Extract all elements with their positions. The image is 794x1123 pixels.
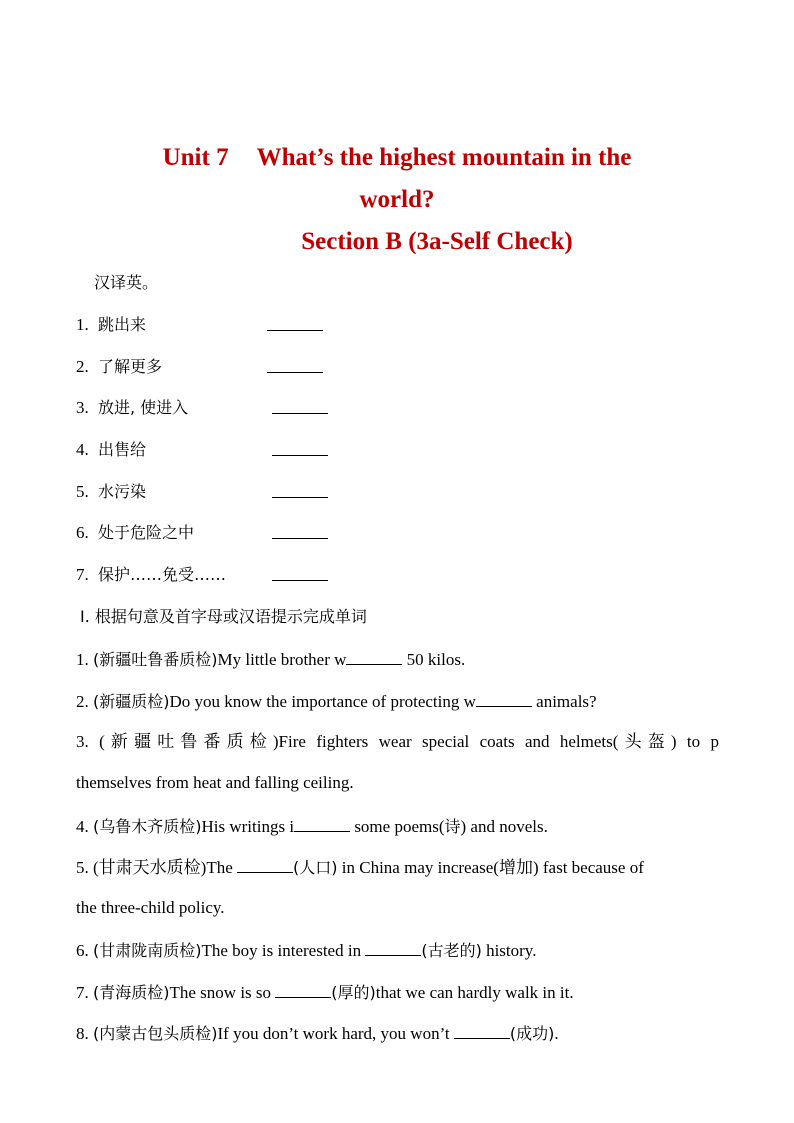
title-line-1 xyxy=(0,143,794,173)
vocab-item-3 xyxy=(76,397,188,419)
title-question-part1: What’s the highest mountain in the xyxy=(256,144,632,171)
unit-label: Unit 7 xyxy=(162,144,229,171)
question-source: (新疆质检) xyxy=(93,692,170,711)
answer-blank[interactable] xyxy=(275,981,331,998)
question-2 xyxy=(76,690,597,713)
question-text: that we can hardly walk in it. xyxy=(375,983,574,1002)
section1-heading: Ⅰ. 根据句意及首字母或汉语提示完成单词 xyxy=(80,607,367,626)
vocab-item-number: 7. xyxy=(76,565,89,584)
question-text: The boy is interested in xyxy=(201,941,366,960)
question-text: some poems( xyxy=(350,817,445,836)
question-4 xyxy=(76,815,548,838)
answer-blank[interactable] xyxy=(454,1022,510,1039)
question-hint: (成功) xyxy=(509,1024,555,1043)
answer-blank[interactable] xyxy=(476,690,532,707)
question-text: . xyxy=(554,1024,559,1043)
vocab-item-text: 跳出来 xyxy=(98,315,147,334)
question-number: 8. xyxy=(76,1024,89,1043)
vocab-item-number: 2. xyxy=(76,357,89,376)
vocab-item-number: 3. xyxy=(76,398,89,417)
question-3-line-2: themselves from heat and falling ceiling. xyxy=(76,773,354,792)
question-text: Do you know the importance of protecting w xyxy=(169,692,476,711)
question-text: ) and novels. xyxy=(460,817,548,836)
vocab-item-text: 了解更多 xyxy=(98,357,163,376)
answer-blank[interactable] xyxy=(272,481,328,498)
question-number: 6. xyxy=(76,941,89,960)
question-1 xyxy=(76,648,465,671)
answer-blank[interactable] xyxy=(272,439,328,456)
vocab-item-5 xyxy=(76,481,146,503)
question-text: history. xyxy=(481,941,537,960)
vocab-item-7 xyxy=(76,564,226,586)
question-number: 2. xyxy=(76,692,89,711)
question-5-line-1 xyxy=(76,856,719,879)
vocab-item-4 xyxy=(76,439,146,461)
answer-blank[interactable] xyxy=(237,856,293,873)
section-title: Section B (3a-Self Check) xyxy=(301,228,573,255)
answer-blank[interactable] xyxy=(272,397,328,414)
answer-blank[interactable] xyxy=(267,356,323,373)
vocab-item-number: 6. xyxy=(76,523,89,542)
title-question-part2: world? xyxy=(359,186,435,213)
answer-blank[interactable] xyxy=(365,939,421,956)
answer-blank[interactable] xyxy=(294,815,350,832)
vocab-heading: 汉译英。 xyxy=(94,273,159,292)
question-hint: (人口) xyxy=(293,858,338,877)
question-text: His writings i xyxy=(201,817,295,836)
answer-blank[interactable] xyxy=(267,314,323,331)
question-hint: (古老的) xyxy=(421,941,482,960)
question-text: My little brother w xyxy=(217,650,347,669)
question-text: 50 kilos. xyxy=(402,650,466,669)
vocab-item-text: 放进, 使进入 xyxy=(98,398,189,417)
question-7 xyxy=(76,981,574,1004)
question-text: in China may increase(增加) fast because of xyxy=(337,858,644,877)
vocab-item-number: 5. xyxy=(76,482,89,501)
question-text: 5. (甘肃天水质检)The xyxy=(76,858,238,877)
question-number: 4. xyxy=(76,817,89,836)
question-number: 1. xyxy=(76,650,89,669)
question-source: (新疆吐鲁番质检) xyxy=(93,650,218,669)
question-text: animals? xyxy=(531,692,597,711)
question-source: (甘肃陇南质检) xyxy=(93,941,202,960)
vocab-item-text: 水污染 xyxy=(98,482,147,501)
vocab-item-1 xyxy=(76,314,146,336)
question-hint: 诗 xyxy=(444,817,461,836)
vocab-item-number: 4. xyxy=(76,440,89,459)
vocab-item-text: 处于危险之中 xyxy=(98,523,195,542)
vocab-item-text: 出售给 xyxy=(98,440,147,459)
question-8 xyxy=(76,1022,559,1045)
question-number: 7. xyxy=(76,983,89,1002)
vocab-item-6 xyxy=(76,522,194,544)
question-5-line-2: the three-child policy. xyxy=(76,898,225,917)
answer-blank[interactable] xyxy=(272,522,328,539)
question-source: (内蒙古包头质检) xyxy=(93,1024,218,1043)
question-source: (乌鲁木齐质检) xyxy=(93,817,202,836)
question-text: If you don’t work hard, you won’t xyxy=(217,1024,454,1043)
answer-blank[interactable] xyxy=(346,648,402,665)
question-source: (青海质检) xyxy=(93,983,170,1002)
vocab-item-text: 保护……免受…… xyxy=(98,565,227,584)
question-hint: (厚的) xyxy=(331,983,376,1002)
question-6 xyxy=(76,939,536,962)
vocab-item-number: 1. xyxy=(76,315,89,334)
question-3-line-1: 3. (新疆吐鲁番质检)Fire fighters wear special coats and helmets(头盔) to p xyxy=(76,732,719,751)
question-text: The snow is so xyxy=(169,983,276,1002)
answer-blank[interactable] xyxy=(272,564,328,581)
vocab-item-2 xyxy=(76,356,162,378)
